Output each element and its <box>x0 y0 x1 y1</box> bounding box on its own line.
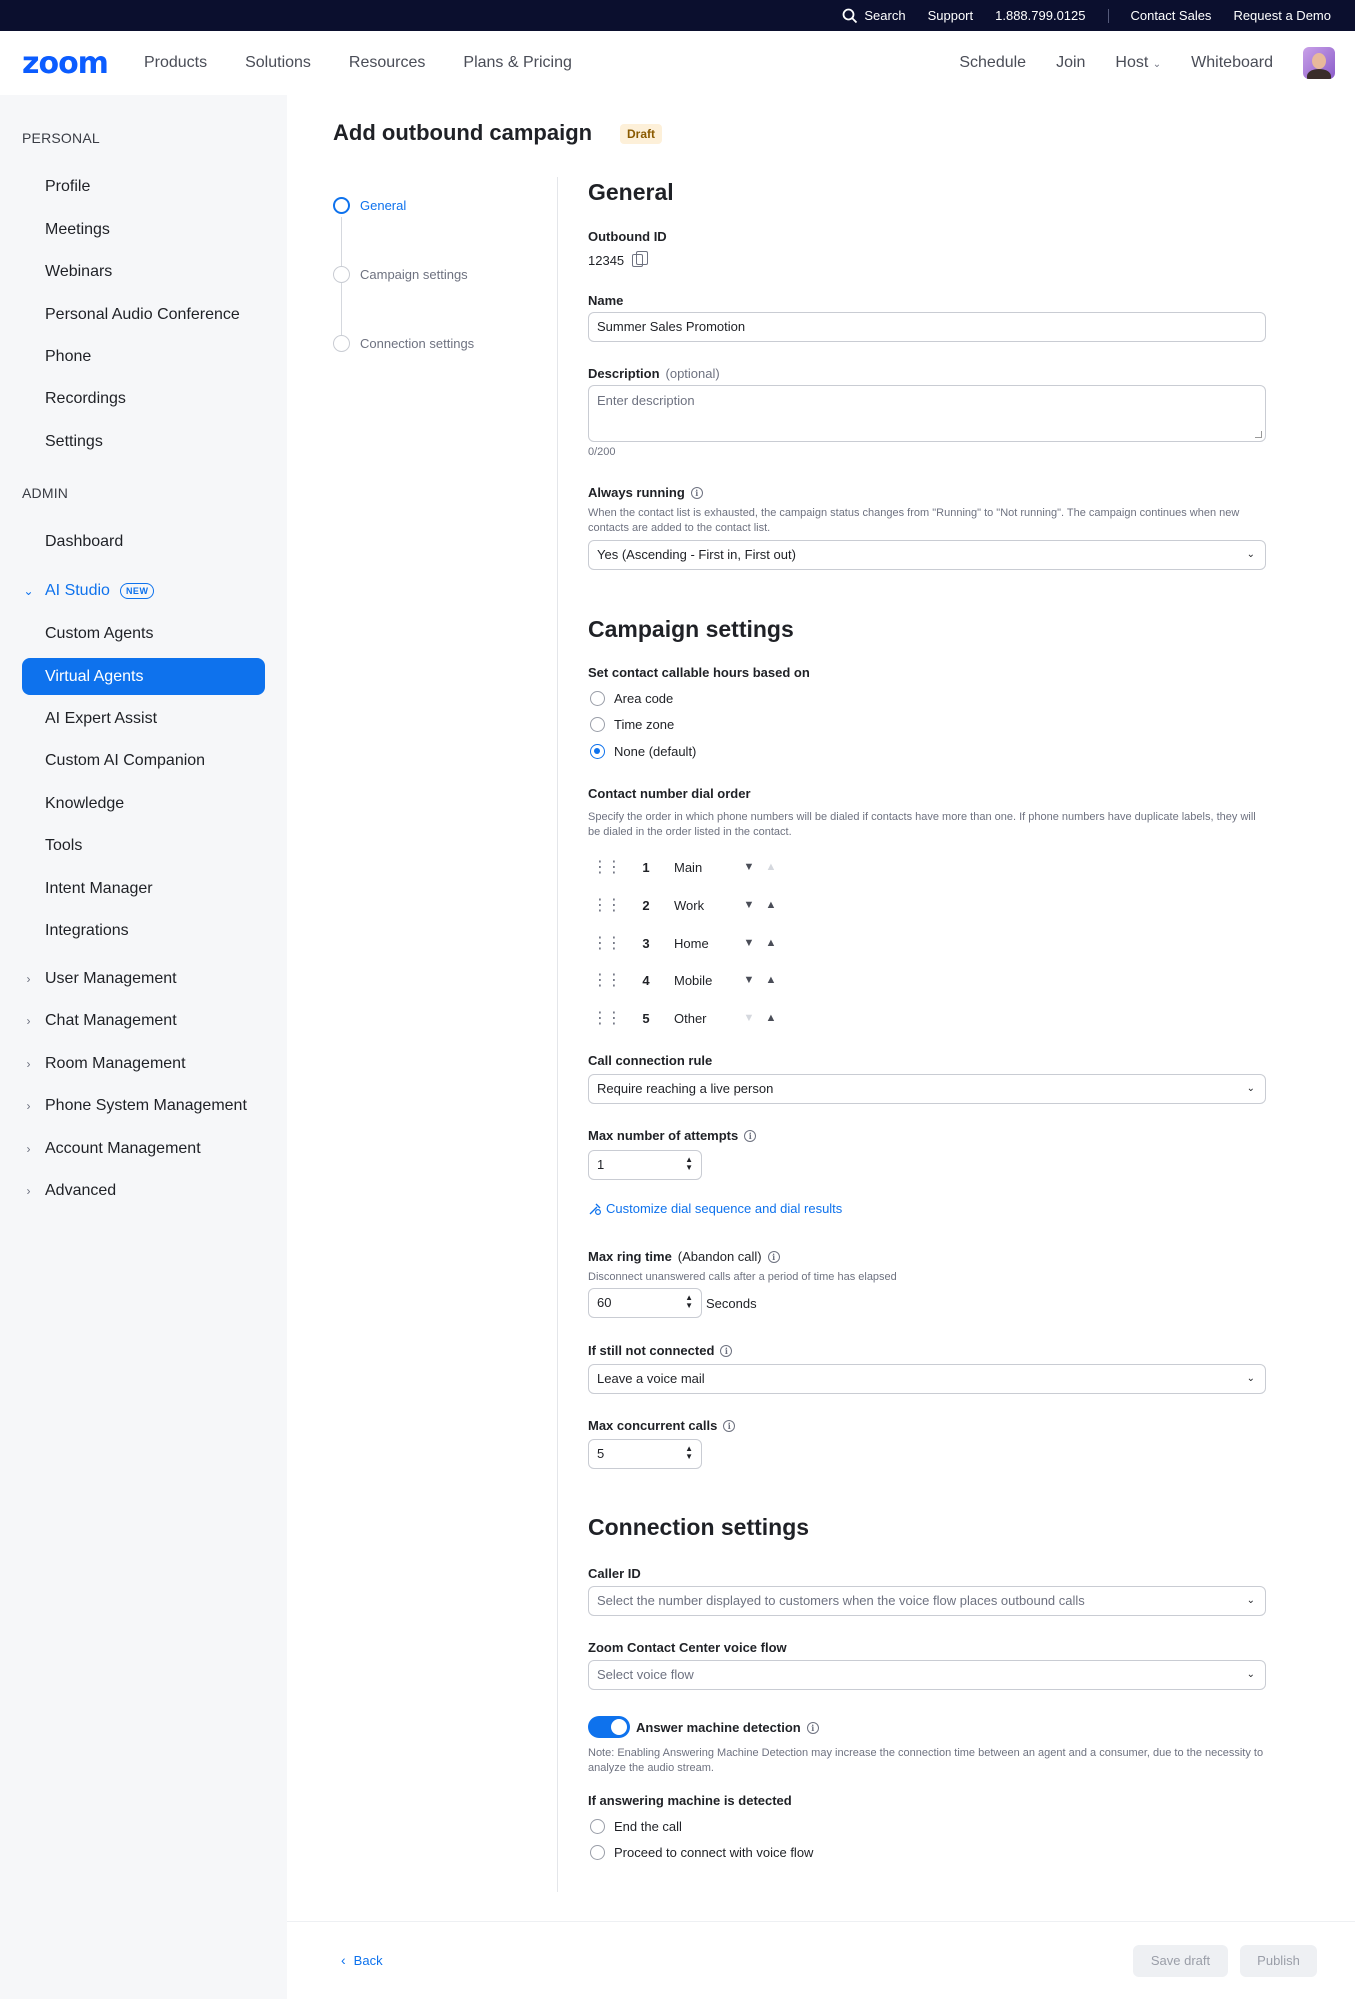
dial-order-row <box>592 968 782 992</box>
move-down-icon[interactable]: ▼ <box>743 899 755 911</box>
step-connection-settings[interactable] <box>333 335 474 352</box>
outbound-id-label: Outbound ID <box>588 229 667 244</box>
description-label-text: Description <box>588 366 660 381</box>
radio-label: End the call <box>614 1819 682 1834</box>
request-demo-link[interactable]: Request a Demo <box>1233 8 1331 23</box>
step-label: Connection settings <box>360 336 475 351</box>
dial-order-number: 3 <box>642 935 650 951</box>
back-label: Back <box>353 1952 383 1968</box>
section-heading-campaign-settings: Campaign settings <box>588 616 794 642</box>
dial-order-row <box>592 931 782 955</box>
optional-label: (optional) <box>665 366 720 381</box>
publish-button[interactable]: Publish <box>1240 1945 1317 1977</box>
move-up-icon[interactable]: ▲ <box>765 937 777 949</box>
nav-solutions[interactable]: Solutions <box>245 54 311 71</box>
radio-indicator <box>590 691 605 706</box>
dial-order-name: Main <box>674 859 703 875</box>
chevron-down-icon: ⌄ <box>1246 1669 1255 1680</box>
status-badge: Draft <box>620 124 662 144</box>
move-up-icon[interactable]: ▲ <box>765 899 777 911</box>
sidebar-item-tools[interactable]: Tools <box>45 837 83 854</box>
name-input[interactable]: Summer Sales Promotion <box>588 312 1266 342</box>
chevron-right-icon: › <box>26 1184 31 1198</box>
drag-handle-icon[interactable]: ⋮⋮ <box>592 935 620 952</box>
group-label: Room Management <box>45 1055 186 1072</box>
sidebar <box>0 95 287 1999</box>
radio-time-zone[interactable] <box>590 717 674 732</box>
voice-flow-placeholder: Select voice flow <box>597 1667 694 1682</box>
max-attempts-stepper[interactable] <box>588 1150 702 1180</box>
form-divider <box>557 177 558 1892</box>
callable-hours-label: Set contact callable hours based on <box>588 665 810 680</box>
info-icon[interactable]: i <box>723 1420 735 1432</box>
max-concurrent-label <box>588 1418 735 1433</box>
call-rule-label: Call connection rule <box>588 1053 713 1068</box>
max-attempts-label <box>588 1128 756 1143</box>
sidebar-item-knowledge[interactable]: Knowledge <box>45 795 125 812</box>
search-label: Search <box>864 8 906 23</box>
always-running-label-text: Always running <box>588 485 685 500</box>
sidebar-item-intent-manager[interactable]: Intent Manager <box>45 880 153 897</box>
dial-order-name: Work <box>674 897 705 913</box>
group-label: Account Management <box>45 1140 201 1157</box>
amd-label <box>636 1720 819 1735</box>
max-concurrent-stepper[interactable] <box>588 1439 702 1469</box>
nav-resources[interactable]: Resources <box>348 54 426 71</box>
move-up-icon[interactable]: ▲ <box>765 974 777 986</box>
nav-actions <box>959 31 1335 95</box>
max-concurrent-value: 5 <box>597 1446 605 1461</box>
group-label: Advanced <box>45 1182 117 1199</box>
info-icon[interactable]: i <box>720 1345 732 1357</box>
outbound-id-value: 12345 <box>588 253 625 268</box>
radio-label: Proceed to connect with voice flow <box>614 1845 814 1860</box>
dial-order-row <box>592 893 782 917</box>
step-general[interactable] <box>333 197 406 214</box>
max-ring-help: Disconnect unanswered calls after a period of time has elapsed <box>588 1271 897 1283</box>
sidebar-group-advanced[interactable] <box>22 1182 116 1200</box>
outbound-id <box>588 253 643 268</box>
chevron-right-icon: › <box>26 1099 31 1113</box>
max-concurrent-label-text: Max concurrent calls <box>588 1418 718 1433</box>
not-connected-label-text: If still not connected <box>588 1343 715 1358</box>
move-up-icon[interactable]: ▲ <box>765 1012 777 1024</box>
max-ring-label-text: Max ring time <box>588 1249 672 1264</box>
always-running-select[interactable] <box>588 540 1266 570</box>
dial-order-label: Contact number dial order <box>588 786 751 801</box>
sidebar-item-recordings[interactable]: Recordings <box>45 390 126 407</box>
sidebar-item-settings[interactable]: Settings <box>45 433 103 450</box>
customize-link-text: Customize dial sequence and dial results <box>606 1201 843 1216</box>
max-ring-value: 60 <box>597 1295 612 1310</box>
step-indicator <box>333 197 350 214</box>
max-ring-unit: Seconds <box>706 1296 757 1311</box>
sidebar-item-dashboard[interactable]: Dashboard <box>45 533 124 550</box>
nav-host[interactable] <box>1115 54 1161 72</box>
chevron-down-icon: ⌄ <box>1246 1595 1255 1606</box>
radio-indicator <box>590 1819 605 1834</box>
nav-links <box>144 54 572 72</box>
radio-indicator <box>590 717 605 732</box>
drag-handle-icon[interactable]: ⋮⋮ <box>592 972 620 989</box>
nav-join[interactable]: Join <box>1056 54 1086 71</box>
name-label: Name <box>588 293 624 308</box>
sidebar-group-user-management[interactable] <box>22 970 177 988</box>
sidebar-group-room-management[interactable] <box>22 1055 186 1073</box>
drag-handle-icon[interactable]: ⋮⋮ <box>592 859 620 876</box>
description-field[interactable] <box>588 385 1266 442</box>
copy-icon[interactable] <box>632 254 643 267</box>
radio-area-code[interactable] <box>590 691 673 706</box>
host-label: Host <box>1115 54 1149 71</box>
step-indicator <box>333 335 350 352</box>
zoom-logo[interactable]: zoom <box>22 45 108 81</box>
phone-number[interactable]: 1.888.799.0125 <box>995 8 1086 23</box>
sidebar-item-phone[interactable]: Phone <box>45 348 92 365</box>
nav-plans-pricing[interactable]: Plans & Pricing <box>463 54 572 71</box>
radio-proceed-voice-flow[interactable] <box>590 1845 813 1860</box>
new-badge: NEW <box>120 583 155 599</box>
always-running-help: When the contact list is exhausted, the campaign status changes from "Running" to "Not running". The campaign continues when new contacts are added to the contact list. <box>588 507 1240 534</box>
dial-order-row <box>592 1006 782 1030</box>
info-icon[interactable]: i <box>807 1722 819 1734</box>
sidebar-heading-admin: ADMIN <box>22 485 69 501</box>
group-label: Chat Management <box>45 1012 177 1029</box>
drag-handle-icon[interactable]: ⋮⋮ <box>592 897 620 914</box>
save-draft-button[interactable]: Save draft <box>1133 1945 1228 1977</box>
radio-label: None (default) <box>614 744 697 759</box>
description-placeholder: Enter description <box>597 393 695 408</box>
move-down-icon[interactable]: ▼ <box>743 974 755 986</box>
voice-flow-select[interactable] <box>588 1660 1266 1690</box>
spinner-icon[interactable]: ▲ ▼ <box>685 1293 693 1310</box>
dial-order-row <box>592 855 782 879</box>
customize-icon <box>588 1202 602 1216</box>
group-label: User Management <box>45 970 177 987</box>
max-attempts-label-text: Max number of attempts <box>588 1128 739 1143</box>
contact-sales-link[interactable]: Contact Sales <box>1130 8 1212 23</box>
description-label <box>588 366 720 381</box>
move-down-icon[interactable]: ▼ <box>743 937 755 949</box>
max-attempts-value: 1 <box>597 1157 605 1172</box>
dial-order-name: Mobile <box>674 972 713 988</box>
dial-order-name: Other <box>674 1010 707 1026</box>
caller-id-label: Caller ID <box>588 1566 641 1581</box>
radio-none-default[interactable] <box>590 744 696 759</box>
support-link[interactable]: Support <box>927 8 974 23</box>
step-indicator <box>333 266 350 283</box>
dial-order-number: 2 <box>642 897 650 913</box>
not-connected-label <box>588 1343 732 1358</box>
sidebar-group-account-management[interactable] <box>22 1140 201 1158</box>
sidebar-item-custom-agents[interactable]: Custom Agents <box>45 625 154 642</box>
step-label: Campaign settings <box>360 267 468 282</box>
sidebar-group-chat-management[interactable] <box>22 1012 177 1030</box>
move-up-icon: ▲ <box>765 861 777 873</box>
move-down-icon[interactable]: ▼ <box>743 861 755 873</box>
amd-toggle[interactable] <box>588 1716 630 1738</box>
drag-handle-icon[interactable]: ⋮⋮ <box>592 1010 620 1027</box>
voice-flow-label: Zoom Contact Center voice flow <box>588 1640 787 1655</box>
chevron-down-icon: ⌄ <box>23 584 34 598</box>
max-ring-label <box>588 1249 780 1264</box>
amd-note: Note: Enabling Answering Machine Detection may increase the connection time between an agent and a consumer, due to the necessity to analyze the audio stream. <box>588 1747 1264 1774</box>
search-link[interactable] <box>842 8 905 24</box>
dial-order-help: Specify the order in which phone numbers will be dialed if contacts have more than one. If phone numbers have duplicate labels, they will be dialed in the order listed in the contact. <box>588 811 1256 838</box>
search-icon <box>842 8 858 24</box>
section-heading-connection-settings: Connection settings <box>588 1514 810 1540</box>
chevron-right-icon: › <box>26 1142 31 1156</box>
sidebar-item-integrations[interactable]: Integrations <box>45 922 129 939</box>
dial-order-number: 1 <box>642 859 650 875</box>
caller-id-select[interactable] <box>588 1586 1266 1616</box>
info-icon[interactable]: i <box>768 1251 780 1263</box>
step-campaign-settings[interactable] <box>333 266 468 283</box>
description-counter: 0/200 <box>588 446 616 458</box>
radio-end-call[interactable] <box>590 1819 682 1834</box>
sidebar-item-ai-expert-assist[interactable]: AI Expert Assist <box>45 710 158 727</box>
not-connected-select[interactable] <box>588 1364 1266 1394</box>
sidebar-item-webinars[interactable]: Webinars <box>45 263 113 280</box>
dial-order-name: Home <box>674 935 709 951</box>
radio-label: Area code <box>614 691 674 706</box>
sidebar-item-custom-ai-companion[interactable]: Custom AI Companion <box>45 752 206 769</box>
move-down-icon: ▼ <box>743 1012 755 1024</box>
dial-order-number: 5 <box>642 1010 650 1026</box>
resize-handle-icon[interactable] <box>1255 431 1262 438</box>
amd-detected-label: If answering machine is detected <box>588 1793 792 1808</box>
sidebar-group-ai-studio[interactable] <box>22 582 154 600</box>
topbar-divider <box>1108 9 1109 23</box>
back-button[interactable] <box>341 1952 383 1968</box>
ai-studio-label: AI Studio <box>45 582 110 599</box>
chevron-down-icon: ⌄ <box>1246 1373 1255 1384</box>
page-title: Add outbound campaign <box>333 120 593 145</box>
radio-indicator-selected <box>590 744 605 759</box>
nav-whiteboard[interactable]: Whiteboard <box>1191 54 1273 71</box>
main-nav <box>0 31 1355 95</box>
customize-dial-sequence-link[interactable] <box>588 1201 842 1216</box>
step-label: General <box>360 198 407 213</box>
info-icon[interactable]: i <box>744 1130 756 1142</box>
always-running-label <box>588 485 703 500</box>
radio-indicator <box>590 1845 605 1860</box>
sidebar-item-meetings[interactable]: Meetings <box>45 221 110 238</box>
not-connected-value: Leave a voice mail <box>597 1371 705 1386</box>
chevron-down-icon: ⌄ <box>1152 59 1162 70</box>
spinner-icon[interactable]: ▲ ▼ <box>685 1155 693 1172</box>
chevron-down-icon: ⌄ <box>1246 1083 1255 1094</box>
sidebar-item-personal-audio-conference[interactable]: Personal Audio Conference <box>45 306 240 323</box>
sidebar-item-virtual-agents[interactable]: Virtual Agents <box>22 658 265 695</box>
radio-label: Time zone <box>614 717 675 732</box>
max-ring-stepper[interactable] <box>588 1288 702 1318</box>
chevron-right-icon: › <box>26 1057 31 1071</box>
dial-order-number: 4 <box>642 972 650 988</box>
chevron-right-icon: › <box>26 1014 31 1028</box>
chevron-right-icon: › <box>26 972 31 986</box>
call-rule-select[interactable] <box>588 1074 1266 1104</box>
sidebar-group-phone-system-management[interactable] <box>22 1097 247 1115</box>
always-running-value: Yes (Ascending - First in, First out) <box>597 547 796 562</box>
nav-schedule[interactable]: Schedule <box>959 54 1027 71</box>
amd-label-text: Answer machine detection <box>636 1720 801 1735</box>
chevron-left-icon: ‹ <box>341 1952 346 1968</box>
utility-bar <box>0 0 1355 31</box>
chevron-down-icon: ⌄ <box>1246 549 1255 560</box>
caller-id-placeholder: Select the number displayed to customers when the voice flow places outbound calls <box>597 1593 1085 1608</box>
sidebar-item-profile[interactable]: Profile <box>45 178 91 195</box>
section-heading-general: General <box>588 179 674 205</box>
max-ring-label-suffix: (Abandon call) <box>677 1249 762 1264</box>
spinner-icon[interactable]: ▲ ▼ <box>685 1444 693 1461</box>
avatar[interactable] <box>1303 47 1335 79</box>
nav-products[interactable]: Products <box>143 54 208 71</box>
call-rule-value: Require reaching a live person <box>597 1081 774 1096</box>
sidebar-heading-personal: PERSONAL <box>22 130 100 146</box>
group-label: Phone System Management <box>45 1097 247 1114</box>
info-icon[interactable]: i <box>691 487 703 499</box>
